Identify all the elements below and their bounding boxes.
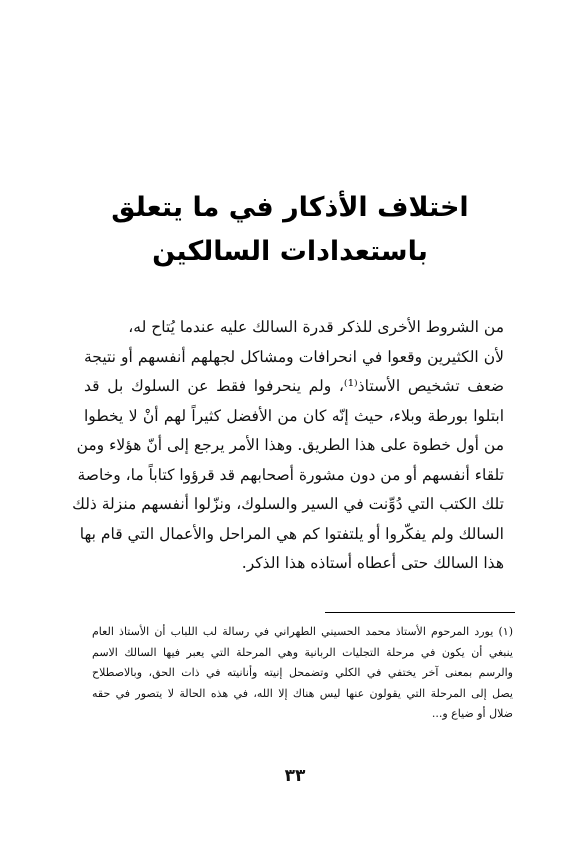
footnote-line: (١) يورد المرحوم الأستاذ محمد الحسيني الطهراني في رسالة لب اللباب أن الأستاذ العام xyxy=(92,625,513,638)
body-line: هذا السالك حتى أعطاه أستاذه هذا الذكر. xyxy=(241,554,504,572)
body-line: السالك ولم يفكّروا أو يلتفتوا كم هي المراحل والأعمال التي قام بها xyxy=(79,524,504,543)
body-line: من أول خطوة على هذا الطريق. وهذا الأمر يرجع إلى أنّ هؤلاء ومن xyxy=(76,436,504,454)
footnote-line: يصل إلى المرحلة التي يقولون عنها ليس هناك إلا الله، في هذه الحالة لا يتصور في حقه xyxy=(92,686,513,700)
footnote-line: ينبغي أن يكون في مرحلة التجليات الربانية وهي المرحلة التي يعبر فيها السالك الاسم xyxy=(92,645,513,659)
chapter-title-line-2: باستعدادات السالكين xyxy=(152,236,428,267)
body-line: ضعف تشخيص الأستاذ⁽¹⁾، ولم ينحرفوا فقط عن السلوك بل قد xyxy=(84,377,504,395)
body-line: تلقاء أنفسهم أو من دون مشورة أصحابهم قد قرؤوا كتاباً ما، وخاصة xyxy=(77,465,504,484)
footnote-separator xyxy=(325,612,515,613)
body-line: تلك الكتب التي دُوِّنت في السير والسلوك، ونزّلوا أنفسهم منزلة ذلك xyxy=(72,495,504,513)
body-line: من الشروط الأخرى للذكر قدرة السالك عليه عندما يُتاح له، xyxy=(128,318,504,336)
body-paragraph xyxy=(72,313,504,579)
body-line: لأن الكثيرين وقعوا في انحرافات ومشاكل لجهلهم أنفسهم أو نتيجة xyxy=(84,347,504,366)
body-line: ابتلوا بورطة وبلاء، حيث إنّه كان من الأفضل كثيراً لهم أنْ لا يخطوا xyxy=(84,406,504,425)
page-number: ٣٣ xyxy=(284,766,306,786)
footnote-line: والرسم بمعنى آخر يختفي في الكلي وتضمحل إنيته وأنانيته في ذات الحق، وبالاصطلاح xyxy=(92,666,513,679)
footnote xyxy=(92,622,513,725)
footnote-line: ضلال أو ضياع و... xyxy=(431,707,513,720)
chapter-title-line-1: اختلاف الأذكار في ما يتعلق xyxy=(111,192,469,223)
